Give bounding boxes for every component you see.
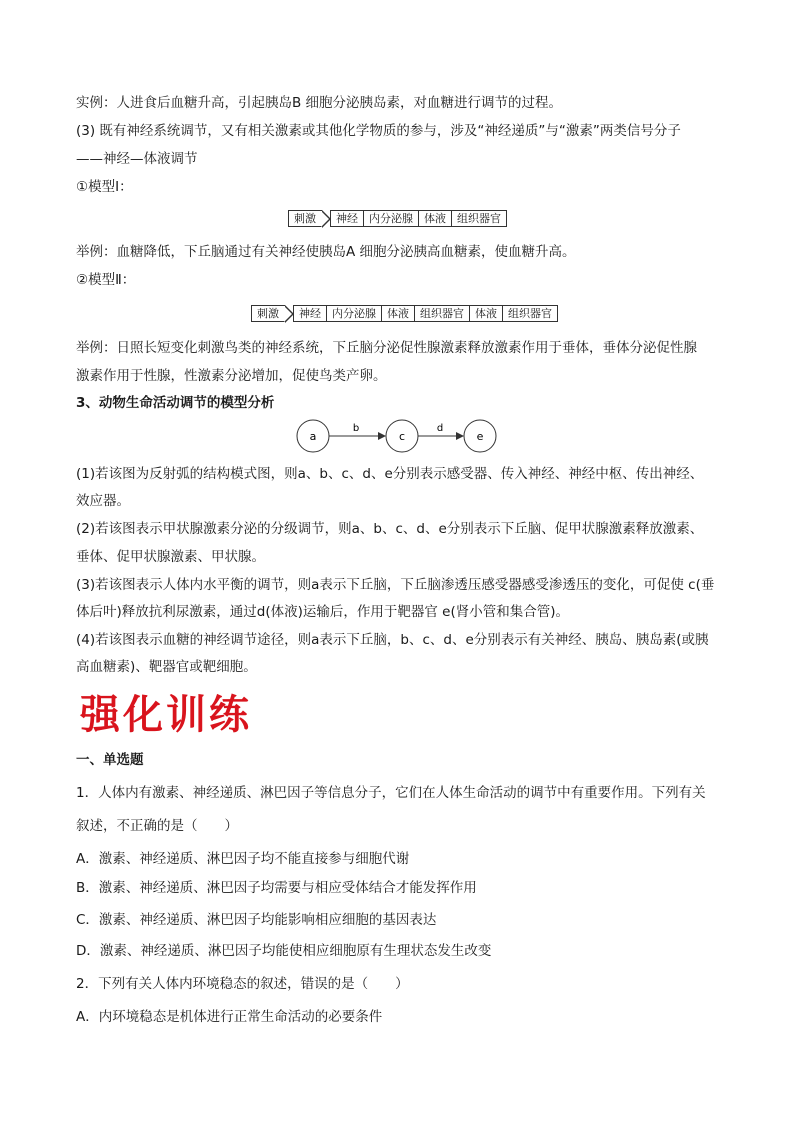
flow-node: 刺激 [288,210,322,227]
flow-node: 刺激 [251,305,285,322]
question-section-heading: 一、单选题 [76,752,144,768]
analysis-3-line-1: (3)若该图表示人体内水平衡的调节，则a表示下丘脑，下丘脑渗透压感受器感受渗透压的变化，可促使 c(垂 [76,577,715,593]
flow-node: 内分泌腺 [364,210,419,227]
question-1-option-b: B．激素、神经递质、淋巴因子均需要与相应受体结合才能发挥作用 [76,880,477,896]
section-title-intensive-training: 强化训练 [80,691,252,738]
analysis-1-line-2: 效应器。 [76,493,130,509]
analysis-3-line-2: 体后叶)释放抗利尿激素，通过d(体液)运输后，作用于靶器官 e(肾小管和集合管)。 [76,604,569,620]
question-1-option-c: C．激素、神经递质、淋巴因子均能影响相应细胞的基因表达 [76,912,437,928]
paragraph-3-line-1: (3) 既有神经系统调节，又有相关激素或其他化学物质的参与，涉及“神经递质”与“激素”两类信号分子 [76,123,681,139]
node-a-label: a [309,430,317,443]
flow-node: 组织器官 [415,305,470,322]
question-1-stem-line-1: 1．人体内有激素、神经递质、淋巴因子等信息分子，它们在人体生命活动的调节中有重要作用。下列有关 [76,785,706,801]
node-e-label: e [476,430,484,443]
model-1-flow [288,210,507,227]
model-2-example-line-1: 举例：日照长短变化刺激鸟类的神经系统，下丘脑分泌促性腺激素释放激素作用于垂体，垂体分泌促性腺 [76,340,697,356]
model-2-label: ②模型Ⅱ： [76,272,136,288]
model-2-example-line-2: 激素作用于性腺，性激素分泌增加，促使鸟类产卵。 [76,368,387,384]
node-c-label: c [398,430,406,443]
flow-node: 神经 [293,305,327,322]
analysis-4-line-1: (4)若该图表示血糖的神经调节途径，则a表示下丘脑，b、c、d、e分别表示有关神经、胰岛、胰岛素(或胰 [76,632,709,648]
paragraph-3-line-2: ——神经—体液调节 [76,151,198,167]
analysis-1-line-1: (1)若该图为反射弧的结构模式图，则a、b、c、d、e分别表示感受器、传入神经、神经中枢、传出神经、 [76,466,704,482]
example-text: 实例：人进食后血糖升高，引起胰岛B 细胞分泌胰岛素，对血糖进行调节的过程。 [76,95,563,111]
analysis-2-line-2: 垂体、促甲状腺激素、甲状腺。 [76,549,265,565]
analysis-4-line-2: 高血糖素)、靶器官或靶细胞。 [76,659,257,675]
question-1-option-a: A．激素、神经递质、淋巴因子均不能直接参与细胞代谢 [76,851,410,867]
edge-d-label: d [436,423,444,434]
model-2-flow [251,305,558,322]
model-1-label: ①模型Ⅰ： [76,179,133,195]
question-1-option-d: D．激素、神经递质、淋巴因子均能使相应细胞原有生理状态发生改变 [76,943,492,959]
flow-node: 体液 [419,210,452,227]
section-3-heading: 3、动物生命活动调节的模型分析 [76,395,275,411]
analysis-2-line-1: (2)若该图表示甲状腺激素分泌的分级调节，则a、b、c、d、e分别表示下丘脑、促甲状腺激素释放激素、 [76,521,704,537]
question-2-stem: 2．下列有关人体内环境稳态的叙述，错误的是（ ） [76,976,409,992]
flow-node: 组织器官 [452,210,507,227]
model-1-example: 举例：血糖降低，下丘脑通过有关神经使胰岛A 细胞分泌胰高血糖素，使血糖升高。 [76,244,576,260]
question-2-option-a: A．内环境稳态是机体进行正常生命活动的必要条件 [76,1009,383,1025]
question-1-stem-line-2: 叙述，不正确的是（ ） [76,818,238,834]
flow-node: 体液 [470,305,503,322]
flow-node: 神经 [330,210,364,227]
edge-b-label: b [352,423,360,434]
flow-node: 组织器官 [503,305,558,322]
circle-flow-diagram [290,418,502,454]
flow-node: 内分泌腺 [327,305,382,322]
flow-node: 体液 [382,305,415,322]
